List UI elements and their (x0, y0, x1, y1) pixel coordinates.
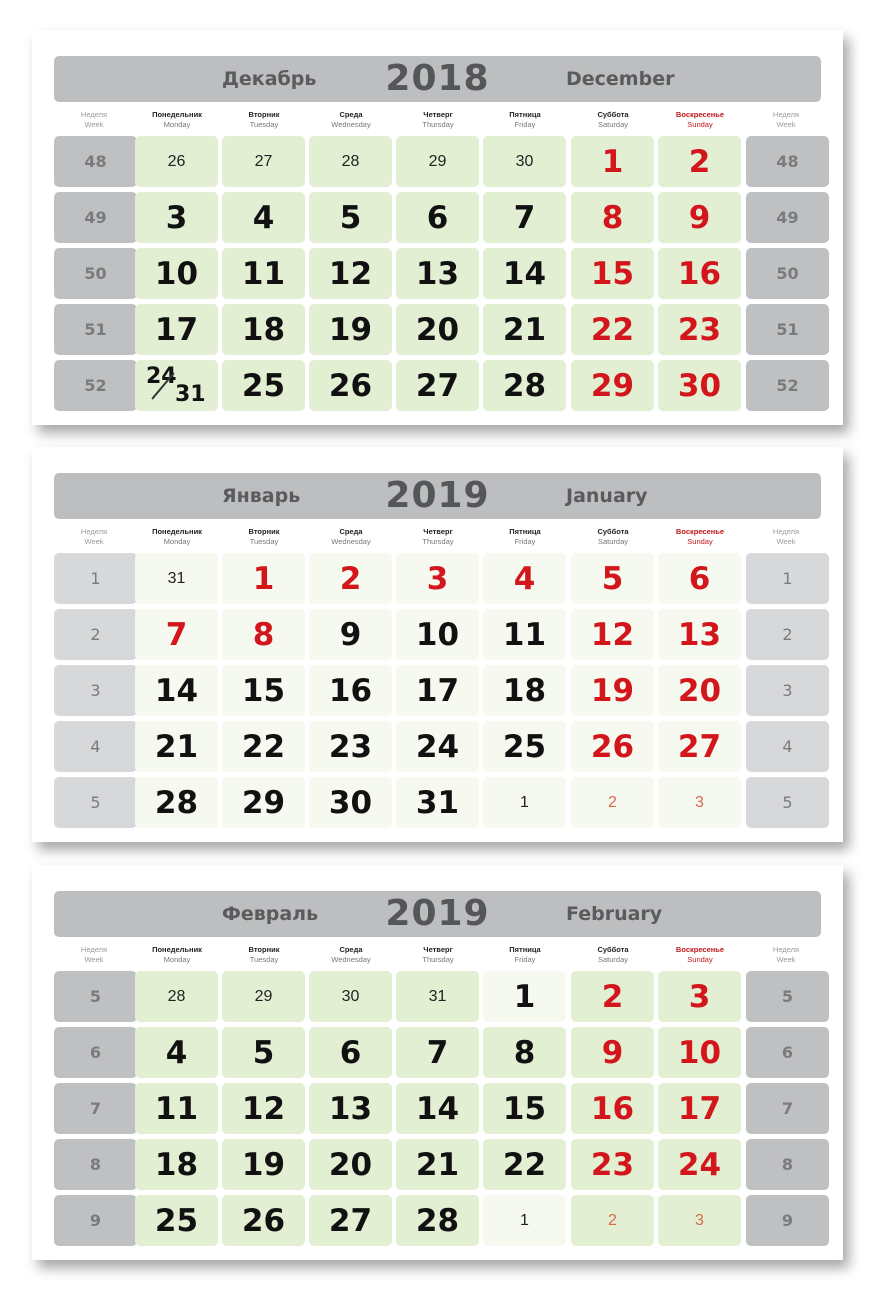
day-cell[interactable]: 3 (658, 971, 741, 1022)
weekday-header (52, 945, 136, 969)
day-cell[interactable]: 20 (658, 665, 741, 716)
day-cell[interactable]: 6 (309, 1027, 392, 1078)
weekday-header (135, 110, 219, 134)
weekday-label-ru: Пятница (509, 110, 541, 119)
weekday-header (658, 110, 742, 134)
weekday-label-ru: Воскресенье (675, 945, 725, 954)
month-name-ru: Декабрь (222, 68, 317, 90)
weekday-header (135, 527, 219, 551)
day-cell[interactable]: 25 (135, 1195, 218, 1246)
weekday-header (571, 945, 655, 969)
day-cell[interactable]: 31 (396, 777, 479, 828)
day-number: 31 (175, 382, 206, 407)
day-cell[interactable]: 26 (309, 360, 392, 411)
month-header (54, 473, 821, 519)
weekday-label-en: Week (776, 955, 796, 964)
weekday-header (309, 527, 393, 551)
weekday-header (571, 110, 655, 134)
week-number: 3 (54, 665, 137, 716)
week-number: 48 (746, 136, 829, 187)
weekday-label-en: Saturday (597, 537, 629, 546)
day-cell[interactable]: 30 (483, 136, 566, 187)
day-cell[interactable]: 10 (658, 1027, 741, 1078)
day-cell[interactable]: 1 (571, 136, 654, 187)
day-cell[interactable]: 2 (571, 1195, 654, 1246)
day-cell[interactable]: 18 (222, 304, 305, 355)
day-cell[interactable]: 14 (135, 665, 218, 716)
weekday-label-ru: Неделя (772, 527, 800, 536)
day-cell[interactable]: 7 (135, 609, 218, 660)
day-cell[interactable]: 3 (658, 777, 741, 828)
weekday-label-en: Saturday (597, 955, 629, 964)
day-number: 24 (146, 364, 177, 389)
day-cell[interactable]: 26 (135, 136, 218, 187)
day-cell[interactable]: 6 (658, 553, 741, 604)
week-number: 8 (746, 1139, 829, 1190)
week-number: 49 (746, 192, 829, 243)
week-number: 3 (746, 665, 829, 716)
weekday-label-en: Tuesday (249, 120, 279, 129)
day-cell[interactable]: 13 (658, 609, 741, 660)
day-cell[interactable]: 27 (309, 1195, 392, 1246)
day-cell[interactable]: 18 (135, 1139, 218, 1190)
weekday-label-en: Thursday (422, 120, 454, 129)
day-cell[interactable]: 26 (222, 1195, 305, 1246)
weekday-label-en: Week (84, 120, 104, 129)
day-cell[interactable]: 18 (483, 665, 566, 716)
week-number: 50 (54, 248, 137, 299)
week-number: 4 (54, 721, 137, 772)
day-cell[interactable]: 21 (135, 721, 218, 772)
day-cell[interactable]: 24 (658, 1139, 741, 1190)
day-cell[interactable]: 30 (309, 777, 392, 828)
week-number: 8 (54, 1139, 137, 1190)
day-cell[interactable]: 19 (571, 665, 654, 716)
day-cell[interactable]: 31 (135, 553, 218, 604)
week-number: 5 (54, 971, 137, 1022)
day-cell[interactable]: 26 (571, 721, 654, 772)
day-cell[interactable]: 22 (222, 721, 305, 772)
day-cell[interactable]: 27 (658, 721, 741, 772)
day-cell[interactable]: 20 (396, 304, 479, 355)
weekday-label-ru: Среда (339, 527, 363, 536)
week-number: 7 (54, 1083, 137, 1134)
day-cell[interactable]: 22 (483, 1139, 566, 1190)
weekday-label-ru: Неделя (772, 945, 800, 954)
day-cell[interactable]: 19 (222, 1139, 305, 1190)
day-cell[interactable]: 1 (483, 1195, 566, 1246)
day-cell[interactable]: 9 (309, 609, 392, 660)
day-cell[interactable]: 11 (483, 609, 566, 660)
weekday-label-ru: Среда (339, 110, 363, 119)
day-cell[interactable]: 28 (135, 777, 218, 828)
weekday-header (222, 945, 306, 969)
day-cell[interactable]: 5 (571, 553, 654, 604)
week-number: 49 (54, 192, 137, 243)
day-cell[interactable]: 8 (222, 609, 305, 660)
weekday-label-ru: Вторник (248, 527, 280, 536)
day-cell[interactable]: 16 (658, 248, 741, 299)
week-number: 48 (54, 136, 137, 187)
weekday-header (571, 527, 655, 551)
weekday-header (483, 527, 567, 551)
day-cell[interactable]: 14 (483, 248, 566, 299)
weekday-label-ru: Суббота (597, 527, 629, 536)
weekday-label-ru: Понедельник (152, 110, 202, 119)
weekday-label-ru: Неделя (80, 527, 108, 536)
weekday-label-ru: Вторник (248, 110, 280, 119)
weekday-header (222, 110, 306, 134)
day-cell[interactable]: 29 (396, 136, 479, 187)
month-year: 2019 (385, 893, 490, 934)
day-cell[interactable]: 13 (309, 1083, 392, 1134)
day-cell[interactable]: 1 (483, 971, 566, 1022)
weekday-label-en: Sunday (687, 537, 713, 546)
day-cell[interactable]: 5 (309, 192, 392, 243)
weekday-label-en: Sunday (687, 120, 713, 129)
weekday-label-ru: Пятница (509, 527, 541, 536)
day-cell[interactable]: 3 (135, 192, 218, 243)
day-cell[interactable]: 4 (222, 192, 305, 243)
day-cell[interactable]: 25 (222, 360, 305, 411)
day-cell[interactable]: 15 (571, 248, 654, 299)
day-cell[interactable]: 28 (396, 1195, 479, 1246)
weekday-label-en: Saturday (597, 120, 629, 129)
day-cell[interactable]: 19 (309, 304, 392, 355)
day-cell[interactable]: 9 (658, 192, 741, 243)
day-cell[interactable]: 23 (658, 304, 741, 355)
weekday-label-en: Friday (514, 537, 536, 546)
day-cell[interactable]: 21 (396, 1139, 479, 1190)
weekday-header (135, 945, 219, 969)
week-number: 1 (746, 553, 829, 604)
day-cell[interactable]: 2 (309, 553, 392, 604)
month-name-en: January (566, 485, 648, 507)
day-cell[interactable]: 29 (222, 777, 305, 828)
day-cell[interactable]: 16 (309, 665, 392, 716)
calendar-month-february (32, 865, 843, 1260)
month-name-en: February (566, 903, 663, 925)
weekday-header (744, 527, 828, 551)
day-cell[interactable]: 22 (571, 304, 654, 355)
weekday-label-ru: Неделя (772, 110, 800, 119)
weekday-header (483, 110, 567, 134)
day-cell[interactable]: 11 (135, 1083, 218, 1134)
month-year: 2018 (385, 58, 490, 99)
day-cell[interactable]: 10 (396, 609, 479, 660)
day-cell[interactable]: 27 (396, 360, 479, 411)
day-cell[interactable]: 2 (571, 777, 654, 828)
day-cell[interactable]: 4 (135, 1027, 218, 1078)
weekday-label-ru: Понедельник (152, 945, 202, 954)
weekday-label-en: Friday (514, 955, 536, 964)
day-cell[interactable]: 31 (396, 971, 479, 1022)
month-name-ru: Январь (222, 485, 301, 507)
weekday-label-en: Week (776, 120, 796, 129)
month-header (54, 56, 821, 102)
day-cell[interactable]: 24 (396, 721, 479, 772)
weekday-label-en: Wednesday (331, 955, 371, 964)
week-number: 5 (54, 777, 137, 828)
week-number: 6 (54, 1027, 137, 1078)
weekday-label-ru: Пятница (509, 945, 541, 954)
week-number: 51 (54, 304, 137, 355)
weekday-label-en: Monday (163, 537, 191, 546)
day-cell[interactable]: 16 (571, 1083, 654, 1134)
weekday-header (309, 945, 393, 969)
day-cell[interactable]: 10 (135, 248, 218, 299)
day-cell[interactable]: 8 (571, 192, 654, 243)
week-number: 9 (54, 1195, 137, 1246)
day-cell[interactable]: 12 (309, 248, 392, 299)
week-number: 6 (746, 1027, 829, 1078)
weekday-label-en: Thursday (422, 537, 454, 546)
day-cell[interactable]: 23 (571, 1139, 654, 1190)
weekday-label-en: Friday (514, 120, 536, 129)
weekday-label-ru: Четверг (423, 527, 453, 536)
week-number: 52 (54, 360, 137, 411)
weekday-label-ru: Суббота (597, 110, 629, 119)
day-cell[interactable] (135, 360, 218, 411)
weekday-label-ru: Понедельник (152, 527, 202, 536)
weekday-label-en: Week (776, 537, 796, 546)
weekday-label-en: Monday (163, 955, 191, 964)
day-cell[interactable]: 11 (222, 248, 305, 299)
day-cell[interactable]: 28 (483, 360, 566, 411)
weekday-header (658, 945, 742, 969)
day-cell[interactable]: 7 (483, 192, 566, 243)
day-cell[interactable]: 9 (571, 1027, 654, 1078)
day-cell[interactable]: 7 (396, 1027, 479, 1078)
weekday-header (52, 527, 136, 551)
weekday-label-ru: Воскресенье (675, 110, 725, 119)
day-cell[interactable]: 13 (396, 248, 479, 299)
week-number: 4 (746, 721, 829, 772)
weekday-header (483, 945, 567, 969)
weekday-header (309, 110, 393, 134)
weekday-header (396, 945, 480, 969)
week-number: 52 (746, 360, 829, 411)
weekday-label-en: Tuesday (249, 955, 279, 964)
weekday-header (52, 110, 136, 134)
week-number: 2 (746, 609, 829, 660)
weekday-label-ru: Четверг (423, 945, 453, 954)
day-cell[interactable]: 25 (483, 721, 566, 772)
weekday-label-ru: Воскресенье (675, 527, 725, 536)
weekday-label-ru: Четверг (423, 110, 453, 119)
day-cell[interactable]: 12 (222, 1083, 305, 1134)
day-cell[interactable]: 6 (396, 192, 479, 243)
day-cell[interactable]: 15 (222, 665, 305, 716)
weekday-label-en: Wednesday (331, 537, 371, 546)
weekday-header (396, 527, 480, 551)
weekday-header (744, 945, 828, 969)
week-number: 2 (54, 609, 137, 660)
week-number: 51 (746, 304, 829, 355)
weekday-label-ru: Неделя (80, 110, 108, 119)
day-cell[interactable]: 3 (396, 553, 479, 604)
day-cell[interactable]: 1 (483, 777, 566, 828)
weekday-label-ru: Вторник (248, 945, 280, 954)
day-cell[interactable]: 17 (135, 304, 218, 355)
day-cell[interactable]: 2 (571, 971, 654, 1022)
weekday-label-en: Week (84, 537, 104, 546)
day-cell[interactable]: 27 (222, 136, 305, 187)
weekday-label-en: Sunday (687, 955, 713, 964)
day-cell[interactable]: 23 (309, 721, 392, 772)
weekday-label-en: Tuesday (249, 537, 279, 546)
day-cell[interactable]: 20 (309, 1139, 392, 1190)
day-cell[interactable]: 4 (483, 553, 566, 604)
week-number: 50 (746, 248, 829, 299)
weekday-label-ru: Неделя (80, 945, 108, 954)
month-year: 2019 (385, 475, 490, 516)
day-cell[interactable]: 29 (571, 360, 654, 411)
day-cell[interactable]: 1 (222, 553, 305, 604)
weekday-header (222, 527, 306, 551)
week-number: 5 (746, 777, 829, 828)
day-cell[interactable]: 3 (658, 1195, 741, 1246)
weekday-header (744, 110, 828, 134)
calendar-month-january (32, 447, 843, 842)
weekday-header (396, 110, 480, 134)
day-cell[interactable]: 21 (483, 304, 566, 355)
day-cell[interactable]: 28 (135, 971, 218, 1022)
day-cell[interactable]: 28 (309, 136, 392, 187)
week-number: 1 (54, 553, 137, 604)
weekday-label-en: Thursday (422, 955, 454, 964)
weekday-label-ru: Суббота (597, 945, 629, 954)
month-name-ru: Февраль (222, 903, 319, 925)
weekday-label-en: Monday (163, 120, 191, 129)
day-cell[interactable]: 15 (483, 1083, 566, 1134)
day-cell[interactable]: 29 (222, 971, 305, 1022)
week-number: 5 (746, 971, 829, 1022)
day-cell[interactable]: 2 (658, 136, 741, 187)
weekday-label-en: Wednesday (331, 120, 371, 129)
weekday-label-en: Week (84, 955, 104, 964)
day-cell[interactable]: 30 (309, 971, 392, 1022)
week-number: 7 (746, 1083, 829, 1134)
day-cell[interactable]: 30 (658, 360, 741, 411)
month-header (54, 891, 821, 937)
day-cell[interactable]: 17 (658, 1083, 741, 1134)
month-name-en: December (566, 68, 675, 90)
day-cell[interactable]: 12 (571, 609, 654, 660)
week-number: 9 (746, 1195, 829, 1246)
calendar-month-december (32, 30, 843, 425)
day-cell[interactable]: 8 (483, 1027, 566, 1078)
day-cell[interactable]: 5 (222, 1027, 305, 1078)
day-cell[interactable]: 17 (396, 665, 479, 716)
weekday-label-ru: Среда (339, 945, 363, 954)
weekday-header (658, 527, 742, 551)
day-cell[interactable]: 14 (396, 1083, 479, 1134)
